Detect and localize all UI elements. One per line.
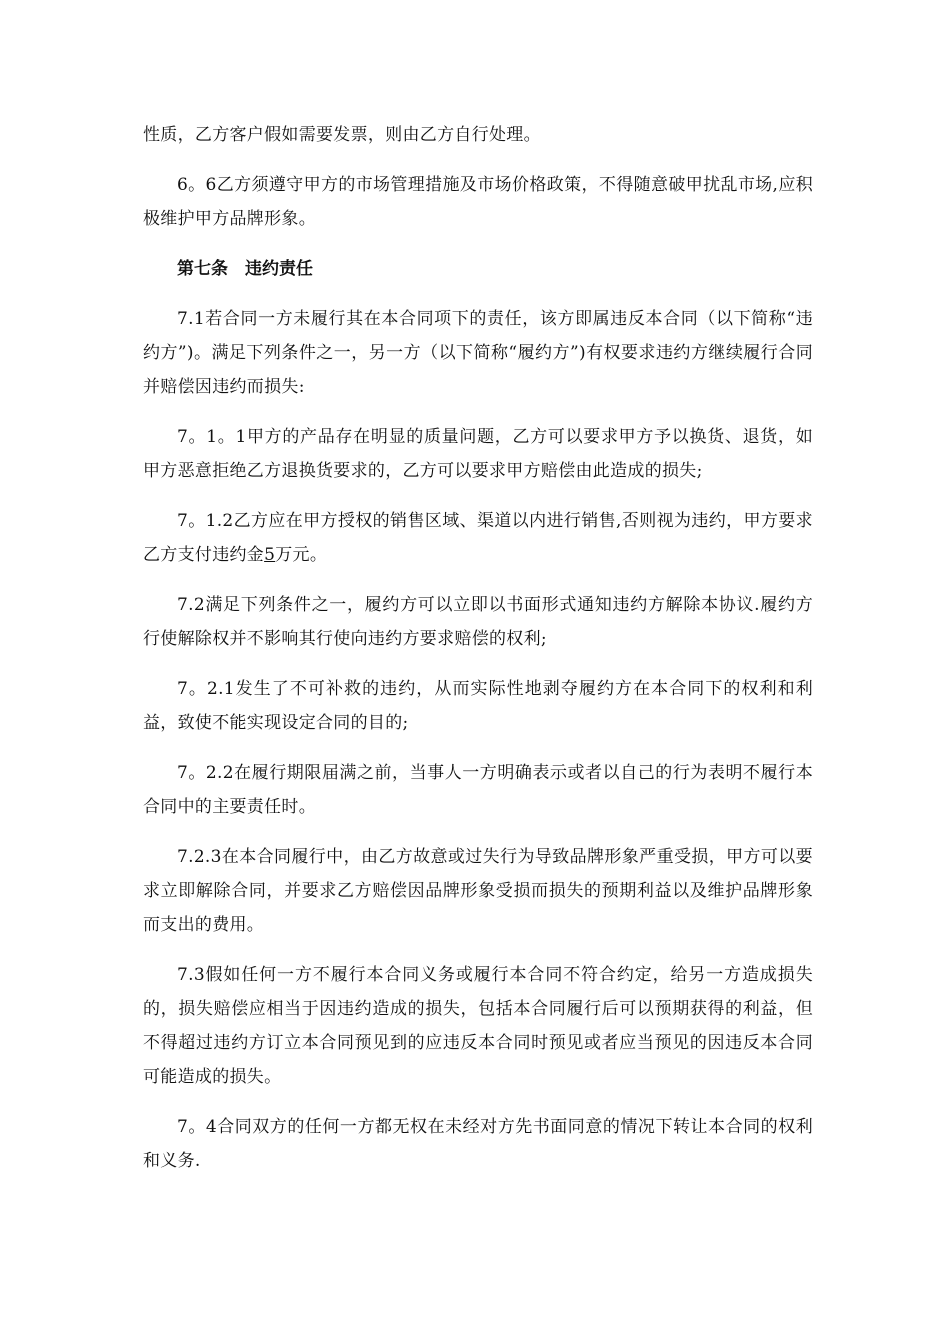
clause-7-1-2-unit: 万元。 [275,545,328,565]
document-page [143,118,813,1194]
clause-7-4: 7。4合同双方的任何一方都无权在未经对方先书面同意的情况下转让本合同的权利和义务. [143,1117,813,1171]
clause-7-2: 7.2满足下列条件之一，履约方可以立即以书面形式通知违约方解除本协议.履约方行使解除权并不影响其行使向违约方要求赔偿的权利; [143,595,813,649]
clause-7-2-1: 7。2.1发生了不可补救的违约，从而实际性地剥夺履约方在本合同下的权利和利益，致使不能实现设定合同的目的; [143,679,813,733]
penalty-amount: 5 [264,545,276,565]
clause-7-1-2 [143,504,813,572]
section-heading-article-7: 第七条 违约责任 [177,259,313,279]
clause-7-3: 7.3假如任何一方不履行本合同义务或履行本合同不符合约定，给另一方造成损失的，损失赔偿应相当于因违约造成的损失，包括本合同履行后可以预期获得的利益，但不得超过违约方订立本合同预见到的应违反本合同时预见或者应当预见的因违反本合同可能造成的损失。 [143,965,813,1087]
clause-7-1-2-text: 7。1.2乙方应在甲方授权的销售区域、渠道以内进行销售,否则视为违约，甲方要求乙方支付违约金 [143,511,813,565]
clause-7-2-3: 7.2.3在本合同履行中，由乙方故意或过失行为导致品牌形象严重受损，甲方可以要求立即解除合同，并要求乙方赔偿因品牌形象受损而损失的预期利益以及维护品牌形象而支出的费用。 [143,847,813,935]
paragraph-invoice-continuation: 性质，乙方客户假如需要发票，则由乙方自行处理。 [143,125,541,145]
clause-7-1: 7.1若合同一方未履行其在本合同项下的责任，该方即属违反本合同（以下简称“违约方”)。满足下列条件之一，另一方（以下简称“履约方”)有权要求违约方继续履行合同并赔偿因违约而损失: [143,309,813,397]
clause-7-2-2: 7。2.2在履行期限届满之前，当事人一方明确表示或者以自己的行为表明不履行本合同中的主要责任时。 [143,763,813,817]
clause-7-1-1: 7。1。1甲方的产品存在明显的质量问题，乙方可以要求甲方予以换货、退货，如甲方恶意拒绝乙方退换货要求的，乙方可以要求甲方赔偿由此造成的损失; [143,427,813,481]
clause-6-6: 6。6乙方须遵守甲方的市场管理措施及市场价格政策，不得随意破甲扰乱市场,应积极维护甲方品牌形象。 [143,175,813,229]
